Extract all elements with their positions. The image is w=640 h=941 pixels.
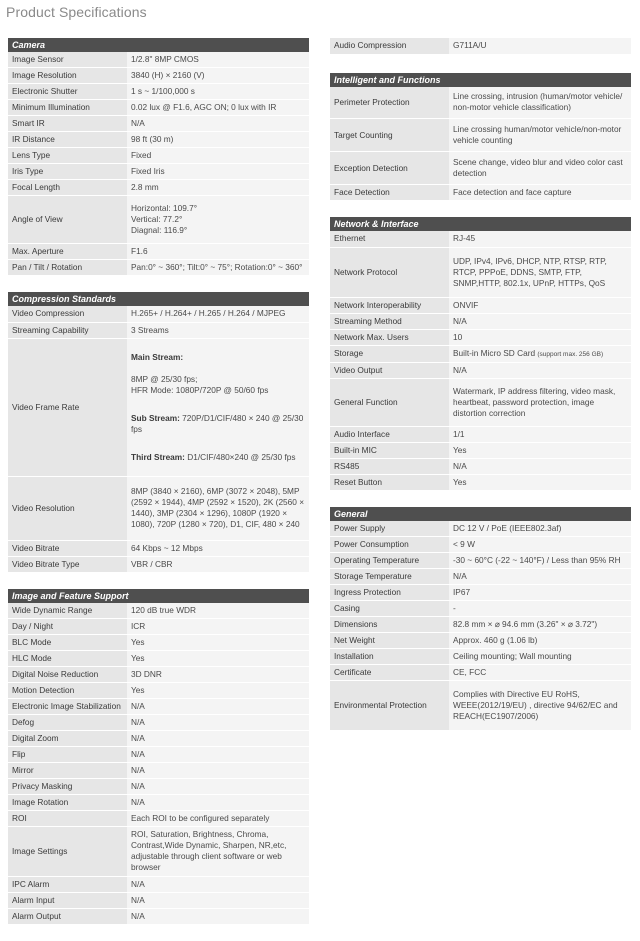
spec-row [8, 603, 309, 619]
spec-row [8, 892, 309, 908]
section-header-compression: Compression Standards [8, 292, 309, 306]
spec-value: Pan:0° ~ 360°; Tilt:0° ~ 75°; Rotation:0° ~ 360° [127, 260, 309, 276]
spec-row [330, 474, 631, 490]
spec-label: Max. Aperture [8, 244, 127, 260]
spec-label: Digital Zoom [8, 730, 127, 746]
spec-label: Wide Dynamic Range [8, 603, 127, 619]
spec-value: - [449, 601, 631, 617]
spec-row [330, 329, 631, 345]
spec-label: Net Weight [330, 633, 449, 649]
spec-row [330, 601, 631, 617]
spec-row [8, 618, 309, 634]
spec-value: 98 ft (30 m) [127, 132, 309, 148]
spec-row [8, 196, 309, 244]
spec-row [8, 746, 309, 762]
spec-label: RS485 [330, 458, 449, 474]
left-column [8, 38, 309, 941]
spec-value: N/A [449, 362, 631, 378]
spec-row [330, 119, 631, 152]
spec-label: Day / Night [8, 618, 127, 634]
spec-value: N/A [127, 908, 309, 924]
spec-label: Flip [8, 746, 127, 762]
spec-row [330, 362, 631, 378]
spec-label: Network Protocol [330, 247, 449, 297]
spec-value: Yes [449, 442, 631, 458]
spec-value: Scene change, video blur and video color cast detection [449, 152, 631, 185]
spec-row [330, 585, 631, 601]
spec-label: Video Bitrate [8, 540, 127, 556]
spec-label: Power Consumption [330, 537, 449, 553]
spec-label: Pan / Tilt / Rotation [8, 260, 127, 276]
spec-row [330, 87, 631, 119]
spec-value: Watermark, IP address filtering, video mask, heartbeat, password protection, image distortion correction [449, 378, 631, 426]
intelligent-section [330, 73, 631, 202]
spec-value: Ceiling mounting; Wall mounting [449, 649, 631, 665]
spec-row [8, 794, 309, 810]
spec-row [8, 52, 309, 68]
spec-value: Yes [127, 650, 309, 666]
spec-label: Perimeter Protection [330, 87, 449, 119]
spec-value: N/A [127, 778, 309, 794]
spec-label: IR Distance [8, 132, 127, 148]
spec-row [8, 180, 309, 196]
spec-value: 1/2.8" 8MP CMOS [127, 52, 309, 68]
spec-value: N/A [127, 116, 309, 132]
spec-row [330, 297, 631, 313]
spec-label: Alarm Input [8, 892, 127, 908]
spec-row [8, 650, 309, 666]
spec-value: N/A [127, 876, 309, 892]
spec-label: Streaming Capability [8, 322, 127, 338]
spec-row [8, 730, 309, 746]
spec-row [330, 665, 631, 681]
spec-label: Focal Length [8, 180, 127, 196]
spec-value: N/A [127, 730, 309, 746]
spec-value: Yes [127, 634, 309, 650]
spec-row [330, 458, 631, 474]
spec-row [330, 442, 631, 458]
intelligent-table [330, 87, 631, 202]
section-header-camera: Camera [8, 38, 309, 52]
spec-row [330, 152, 631, 185]
spec-label: Alarm Output [8, 908, 127, 924]
main-stream-label: Main Stream: [131, 351, 184, 362]
spec-value: Approx. 460 g (1.06 lb) [449, 633, 631, 649]
spec-label: Electronic Image Stabilization [8, 698, 127, 714]
spec-label: Image Resolution [8, 68, 127, 84]
main-stream-text: 8MP @ 25/30 fps; HFR Mode: 1080P/720P @ 50/60 fps [131, 373, 269, 395]
spec-value: 2.8 mm [127, 180, 309, 196]
spec-label: General Function [330, 378, 449, 426]
spec-label: Exception Detection [330, 152, 449, 185]
spec-label: Audio Compression [330, 38, 449, 54]
spec-value: 64 Kbps ~ 12 Mbps [127, 540, 309, 556]
spec-row [330, 649, 631, 665]
spec-label: Digital Noise Reduction [8, 666, 127, 682]
spec-row [330, 617, 631, 633]
spec-value: Face detection and face capture [449, 185, 631, 201]
spec-value: 1 s ~ 1/100,000 s [127, 84, 309, 100]
spec-value: ROI, Saturation, Brightness, Chroma, Contrast,Wide Dynamic, Sharpen, NR,etc, adjustable through client software or web browser [127, 826, 309, 876]
spec-value: H.265+ / H.264+ / H.265 / H.264 / MJPEG [127, 306, 309, 322]
spec-value: 10 [449, 329, 631, 345]
image-section [8, 589, 309, 925]
spec-row [8, 68, 309, 84]
spec-row [330, 553, 631, 569]
spec-label: Video Bitrate Type [8, 556, 127, 572]
spec-label: Video Compression [8, 306, 127, 322]
spec-value: ICR [127, 618, 309, 634]
sub-stream-label: Sub Stream: [131, 412, 180, 423]
section-header-intelligent: Intelligent and Functions [330, 73, 631, 87]
spec-row [8, 540, 309, 556]
storage-note: (support max. 256 GB) [537, 350, 604, 358]
spec-value [449, 345, 631, 362]
spec-value: 0.02 lux @ F1.6, AGC ON; 0 lux with IR [127, 100, 309, 116]
camera-table [8, 52, 309, 276]
spec-label: Certificate [330, 665, 449, 681]
spec-value: 82.8 mm × ⌀ 94.6 mm (3.26" × ⌀ 3.72") [449, 617, 631, 633]
spec-label: Ingress Protection [330, 585, 449, 601]
spec-label: BLC Mode [8, 634, 127, 650]
spec-label: Casing [330, 601, 449, 617]
spec-value: < 9 W [449, 537, 631, 553]
audio-section [330, 38, 631, 55]
spec-row [8, 698, 309, 714]
network-table [330, 231, 631, 491]
general-section [330, 507, 631, 732]
spec-row [8, 260, 309, 276]
spec-value: IP67 [449, 585, 631, 601]
spec-value: Line crossing human/motor vehicle/non-motor vehicle counting [449, 119, 631, 152]
spec-value: Yes [127, 682, 309, 698]
spec-row [8, 634, 309, 650]
spec-label: Privacy Masking [8, 778, 127, 794]
spec-row [330, 426, 631, 442]
spec-value: CE, FCC [449, 665, 631, 681]
spec-label: Face Detection [330, 185, 449, 201]
spec-value: Each ROI to be configured separately [127, 810, 309, 826]
spec-value: G711A/U [449, 38, 631, 54]
spec-row [8, 116, 309, 132]
spec-label: Defog [8, 714, 127, 730]
spec-value: N/A [127, 762, 309, 778]
spec-row [8, 810, 309, 826]
spec-label: Target Counting [330, 119, 449, 152]
spec-row-frame-rate [8, 338, 309, 476]
compression-table [8, 306, 309, 573]
spec-label: Dimensions [330, 617, 449, 633]
spec-value: N/A [449, 458, 631, 474]
storage-value: Built-in Micro SD Card [453, 347, 536, 358]
spec-value: Horizontal: 109.7° Vertical: 77.2° Diagnal: 116.9° [127, 196, 309, 244]
spec-label: Built-in MIC [330, 442, 449, 458]
spec-row [8, 132, 309, 148]
spec-row [8, 714, 309, 730]
spec-row [8, 682, 309, 698]
spec-value: 120 dB true WDR [127, 603, 309, 619]
spec-value: Yes [449, 474, 631, 490]
section-header-image: Image and Feature Support [8, 589, 309, 603]
spec-value: 3D DNR [127, 666, 309, 682]
spec-row [8, 908, 309, 924]
network-section [330, 217, 631, 491]
spec-label: Smart IR [8, 116, 127, 132]
spec-row [8, 84, 309, 100]
spec-label: Video Output [330, 362, 449, 378]
spec-row [8, 876, 309, 892]
spec-label: Image Settings [8, 826, 127, 876]
audio-table [330, 38, 631, 55]
section-header-network: Network & Interface [330, 217, 631, 231]
spec-row [8, 164, 309, 180]
spec-label: Reset Button [330, 474, 449, 490]
spec-row [8, 556, 309, 572]
spec-label: Video Resolution [8, 476, 127, 540]
spec-value: N/A [127, 746, 309, 762]
spec-row [8, 100, 309, 116]
spec-value: 3 Streams [127, 322, 309, 338]
spec-value: N/A [449, 313, 631, 329]
spec-row [330, 378, 631, 426]
spec-label: Lens Type [8, 148, 127, 164]
spec-label: Iris Type [8, 164, 127, 180]
section-header-general: General [330, 507, 631, 521]
spec-row [330, 537, 631, 553]
spec-row [330, 681, 631, 731]
spec-label: Angle of View [8, 196, 127, 244]
spec-value: Fixed [127, 148, 309, 164]
page-title: Product Specifications [6, 4, 147, 20]
camera-section [8, 38, 309, 276]
spec-value: DC 12 V / PoE (IEEE802.3af) [449, 521, 631, 537]
spec-value: 1/1 [449, 426, 631, 442]
spec-value-frame-rate [127, 338, 309, 476]
spec-label: Storage [330, 345, 449, 362]
third-stream-text: D1/CIF/480×240 @ 25/30 fps [184, 451, 296, 462]
spec-value: 3840 (H) × 2160 (V) [127, 68, 309, 84]
spec-label: Ethernet [330, 231, 449, 247]
spec-row-storage [330, 345, 631, 362]
spec-label: Image Sensor [8, 52, 127, 68]
spec-value: Fixed Iris [127, 164, 309, 180]
spec-row [330, 633, 631, 649]
spec-row [8, 826, 309, 876]
general-table [330, 521, 631, 732]
spec-row [330, 521, 631, 537]
spec-row [8, 778, 309, 794]
spec-row [8, 306, 309, 322]
spec-label: HLC Mode [8, 650, 127, 666]
spec-value: N/A [127, 892, 309, 908]
spec-row [330, 313, 631, 329]
spec-label: Storage Temperature [330, 569, 449, 585]
spec-label: Video Frame Rate [8, 338, 127, 476]
spec-label: IPC Alarm [8, 876, 127, 892]
spec-label: ROI [8, 810, 127, 826]
spec-label: Network Max. Users [330, 329, 449, 345]
spec-row [330, 247, 631, 297]
spec-row [8, 476, 309, 540]
spec-row [8, 666, 309, 682]
spec-value: UDP, IPv4, IPv6, DHCP, NTP, RTSP, RTP, RTCP, PPPoE, DDNS, SMTP, FTP, SNMP,HTTP, 802.1x, UPnP, HTTPs, QoS [449, 247, 631, 297]
spec-value: VBR / CBR [127, 556, 309, 572]
spec-label: Mirror [8, 762, 127, 778]
spec-value: N/A [449, 569, 631, 585]
spec-label: Installation [330, 649, 449, 665]
spec-row [8, 762, 309, 778]
third-stream-label: Third Stream: [131, 451, 185, 462]
spec-label: Streaming Method [330, 313, 449, 329]
spec-row [8, 148, 309, 164]
spec-label: Electronic Shutter [8, 84, 127, 100]
spec-value: 8MP (3840 × 2160), 6MP (3072 × 2048), 5MP (2592 × 1944), 4MP (2592 × 1520), 2K (2560 × 1440), 3MP (2304 × 1296), 1080P (1920 × 1080), 720P (1280 × 720), D1, CIF, 480 × 240 [127, 476, 309, 540]
spec-label: Environmental Protection [330, 681, 449, 731]
spec-value: Line crossing, intrusion (human/motor vehicle/ non-motor vehicle classification) [449, 87, 631, 119]
spec-value: F1.6 [127, 244, 309, 260]
spec-row [330, 231, 631, 247]
image-table [8, 603, 309, 925]
spec-label: Network Interoperability [330, 297, 449, 313]
spec-row [330, 569, 631, 585]
spec-label: Operating Temperature [330, 553, 449, 569]
spec-row [330, 38, 631, 54]
spec-label: Power Supply [330, 521, 449, 537]
spec-label: Audio Interface [330, 426, 449, 442]
right-column [330, 38, 631, 747]
spec-label: Minimum Illumination [8, 100, 127, 116]
spec-row [8, 322, 309, 338]
spec-value: N/A [127, 794, 309, 810]
spec-value: RJ-45 [449, 231, 631, 247]
spec-value: -30 ~ 60°C (-22 ~ 140°F) / Less than 95% RH [449, 553, 631, 569]
spec-label: Motion Detection [8, 682, 127, 698]
spec-row [330, 185, 631, 201]
spec-value: Complies with Directive EU RoHS, WEEE(2012/19/EU) , directive 94/62/EC and REACH(EC1907/2006) [449, 681, 631, 731]
spec-row [8, 244, 309, 260]
compression-section [8, 292, 309, 573]
spec-value: ONVIF [449, 297, 631, 313]
spec-value: N/A [127, 714, 309, 730]
sub-stream-text: 720P/D1/CIF/480 × 240 @ 25/30 fps [131, 412, 304, 434]
spec-value: N/A [127, 698, 309, 714]
spec-label: Image Rotation [8, 794, 127, 810]
